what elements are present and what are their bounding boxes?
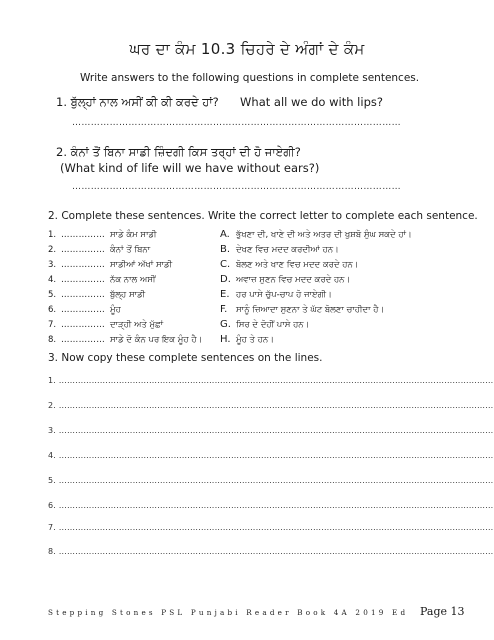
question-1 bbox=[56, 95, 383, 110]
row-number: 2. bbox=[48, 245, 57, 255]
writing-line: …………………………………………………………………………………………………………………………………………… bbox=[58, 426, 494, 435]
line-number: 3. bbox=[48, 426, 57, 435]
instruction-matching: 2. Complete these sentences. Write the correct letter to complete each sentence. bbox=[48, 210, 478, 222]
question-punjabi: ਬੁੱਲ੍ਹਾਂ ਨਾਲ ਅਸੀਂ ਕੀ ਕੀ ਕਰਦੇ ਹਾਂ? bbox=[70, 95, 219, 109]
sentence-start: ਨੱਕ ਨਾਲ ਅਸੀਂ bbox=[110, 275, 156, 285]
question-number: 1. bbox=[56, 95, 67, 109]
row-number: 8. bbox=[48, 335, 57, 345]
sentence-end: ਬੋਲਣ ਅਤੇ ਖਾਣ ਵਿਚ ਮਦਦ ਕਰਦੇ ਹਨ। bbox=[236, 260, 359, 270]
row-number: 7. bbox=[48, 320, 57, 330]
row-number: 5. bbox=[48, 290, 57, 300]
match-row-2 bbox=[48, 245, 448, 259]
question-english: What all we do with lips? bbox=[240, 95, 383, 109]
option-letter: D. bbox=[220, 274, 231, 285]
line-number: 5. bbox=[48, 476, 57, 485]
copy-line-7[interactable] bbox=[48, 523, 494, 532]
sentence-start: ਮੂੰਹ bbox=[110, 305, 121, 315]
sentence-end: ਹਰ ਪਾਸੇ ਚੁੱਪ-ਚਾਪ ਹੋ ਜਾਏਗੀ। bbox=[236, 290, 332, 300]
row-number: 3. bbox=[48, 260, 57, 270]
question-number: 2. bbox=[56, 145, 67, 159]
instruction-questions: Write answers to the following questions in complete sentences. bbox=[80, 72, 420, 84]
sentence-start: ਦਾੜ੍ਹੀ ਅਤੇ ਮੁੱਛਾਂ bbox=[110, 320, 164, 330]
sentence-start: ਸਾਡੀਆਂ ਅੱਖਾਂ ਸਾਡੀ bbox=[110, 260, 173, 270]
sentence-start: ਕੰਨਾਂ ਤੋਂ ਬਿਨਾ bbox=[110, 245, 151, 255]
line-number: 7. bbox=[48, 523, 57, 532]
answer-blank[interactable]: …………… bbox=[61, 320, 105, 330]
option-letter: E. bbox=[220, 289, 230, 300]
option-letter: G. bbox=[220, 319, 231, 330]
match-row-6 bbox=[48, 305, 448, 319]
instruction-copy: 3. Now copy these complete sentences on the lines. bbox=[48, 352, 323, 364]
answer-blank[interactable]: …………… bbox=[61, 335, 105, 345]
line-number: 4. bbox=[48, 451, 57, 460]
answer-blank[interactable]: …………… bbox=[61, 260, 105, 270]
writing-line: …………………………………………………………………………………………………………………………………………… bbox=[58, 451, 494, 460]
writing-line: …………………………………………………………………………………………………………………………………………… bbox=[58, 523, 494, 532]
line-number: 8. bbox=[48, 547, 57, 556]
answer-blank[interactable]: …………… bbox=[61, 275, 105, 285]
sentence-end: ਮੂੰਹ ਤੇ ਹਨ। bbox=[236, 335, 274, 345]
question-2-english: (What kind of life will we have without ears?) bbox=[60, 161, 320, 175]
footer-text: Stepping Stones PSL Punjabi Reader Book 4A 2019 Ed bbox=[48, 608, 409, 617]
sentence-end: ਅਵਾਜ਼ ਸੁਣਨ ਵਿਚ ਮਦਦ ਕਰਦੇ ਹਨ। bbox=[236, 275, 351, 285]
option-letter: C. bbox=[220, 259, 231, 270]
match-row-3 bbox=[48, 260, 448, 274]
copy-line-6[interactable] bbox=[48, 501, 494, 510]
copy-line-8[interactable] bbox=[48, 547, 494, 556]
match-row-5 bbox=[48, 290, 448, 304]
copy-line-3[interactable] bbox=[48, 426, 494, 435]
option-letter: A. bbox=[220, 229, 230, 240]
answer-blank[interactable]: …………… bbox=[61, 290, 105, 300]
line-number: 1. bbox=[48, 376, 57, 385]
match-row-4 bbox=[48, 275, 448, 289]
question-punjabi: ਕੰਨਾਂ ਤੋਂ ਬਿਨਾ ਸਾਡੀ ਜ਼ਿੰਦਗੀ ਕਿਸ ਤਰ੍ਹਾਂ ਦੀ ਹੋ ਜਾਏਗੀ? bbox=[70, 145, 301, 159]
writing-line: …………………………………………………………………………………………………………………………………………… bbox=[58, 547, 494, 556]
copy-line-1[interactable] bbox=[48, 376, 494, 385]
answer-line-1[interactable]: …………………………………………………………………………………………… bbox=[72, 118, 401, 128]
answer-line-2[interactable]: …………………………………………………………………………………………… bbox=[72, 182, 401, 192]
sentence-start: ਸਾਡੇ ਦੋ ਕੰਨ ਪਰ ਇਕ ਮੂੰਹ ਹੈ। bbox=[110, 335, 203, 345]
row-number: 1. bbox=[48, 230, 57, 240]
match-row-7 bbox=[48, 320, 448, 334]
sentence-end: ਦੇਖਣ ਵਿਚ ਮਦਦ ਕਰਦੀਆਂ ਹਨ। bbox=[236, 245, 339, 255]
option-letter: F. bbox=[220, 304, 228, 315]
sentence-end: ਸਿਰ ਦੇ ਦੋਹੀਂ ਪਾਸੇ ਹਨ। bbox=[236, 320, 310, 330]
answer-blank[interactable]: …………… bbox=[61, 230, 105, 240]
option-letter: H. bbox=[220, 334, 231, 345]
option-letter: B. bbox=[220, 244, 231, 255]
copy-line-4[interactable] bbox=[48, 451, 494, 460]
sentence-start: ਸਾਡੇ ਕੰਮ ਸਾਡੀ bbox=[110, 230, 157, 240]
sentence-end: ਸਾਨੂੰ ਜ਼ਿਆਦਾ ਸੁਣਨਾ ਤੇ ਘੱਟ ਬੋਲਣਾ ਚਾਹੀਦਾ ਹੈ। bbox=[236, 305, 385, 315]
line-number: 6. bbox=[48, 501, 57, 510]
writing-line: …………………………………………………………………………………………………………………………………………… bbox=[58, 401, 494, 410]
row-number: 4. bbox=[48, 275, 57, 285]
writing-line: …………………………………………………………………………………………………………………………………………… bbox=[58, 476, 494, 485]
copy-line-2[interactable] bbox=[48, 401, 494, 410]
page-title: ਘਰ ਦਾ ਕੰਮ 10.3 ਚਿਹਰੇ ਦੇ ਅੰਗਾਂ ਦੇ ਕੰਮ bbox=[129, 40, 365, 58]
match-row-8 bbox=[48, 335, 448, 349]
row-number: 6. bbox=[48, 305, 57, 315]
answer-blank[interactable]: …………… bbox=[61, 305, 105, 315]
match-row-1 bbox=[48, 230, 448, 244]
page-number: Page 13 bbox=[420, 605, 465, 618]
question-2 bbox=[56, 145, 301, 160]
writing-line: …………………………………………………………………………………………………………………………………………… bbox=[58, 501, 494, 510]
answer-blank[interactable]: …………… bbox=[61, 245, 105, 255]
copy-line-5[interactable] bbox=[48, 476, 494, 485]
sentence-start: ਬੁੱਲ੍ਹ ਸਾਡੀ bbox=[110, 290, 146, 300]
sentence-end: ਭੁੱਖਣਾ ਦੀ, ਖਾਣੇ ਦੀ ਅਤੇ ਅਤਰ ਦੀ ਖੁਸ਼ਬੋ ਸੁੰਘ ਸਕਦੇ ਹਾਂ। bbox=[236, 230, 412, 240]
writing-line: …………………………………………………………………………………………………………………………………………… bbox=[58, 376, 494, 385]
line-number: 2. bbox=[48, 401, 57, 410]
